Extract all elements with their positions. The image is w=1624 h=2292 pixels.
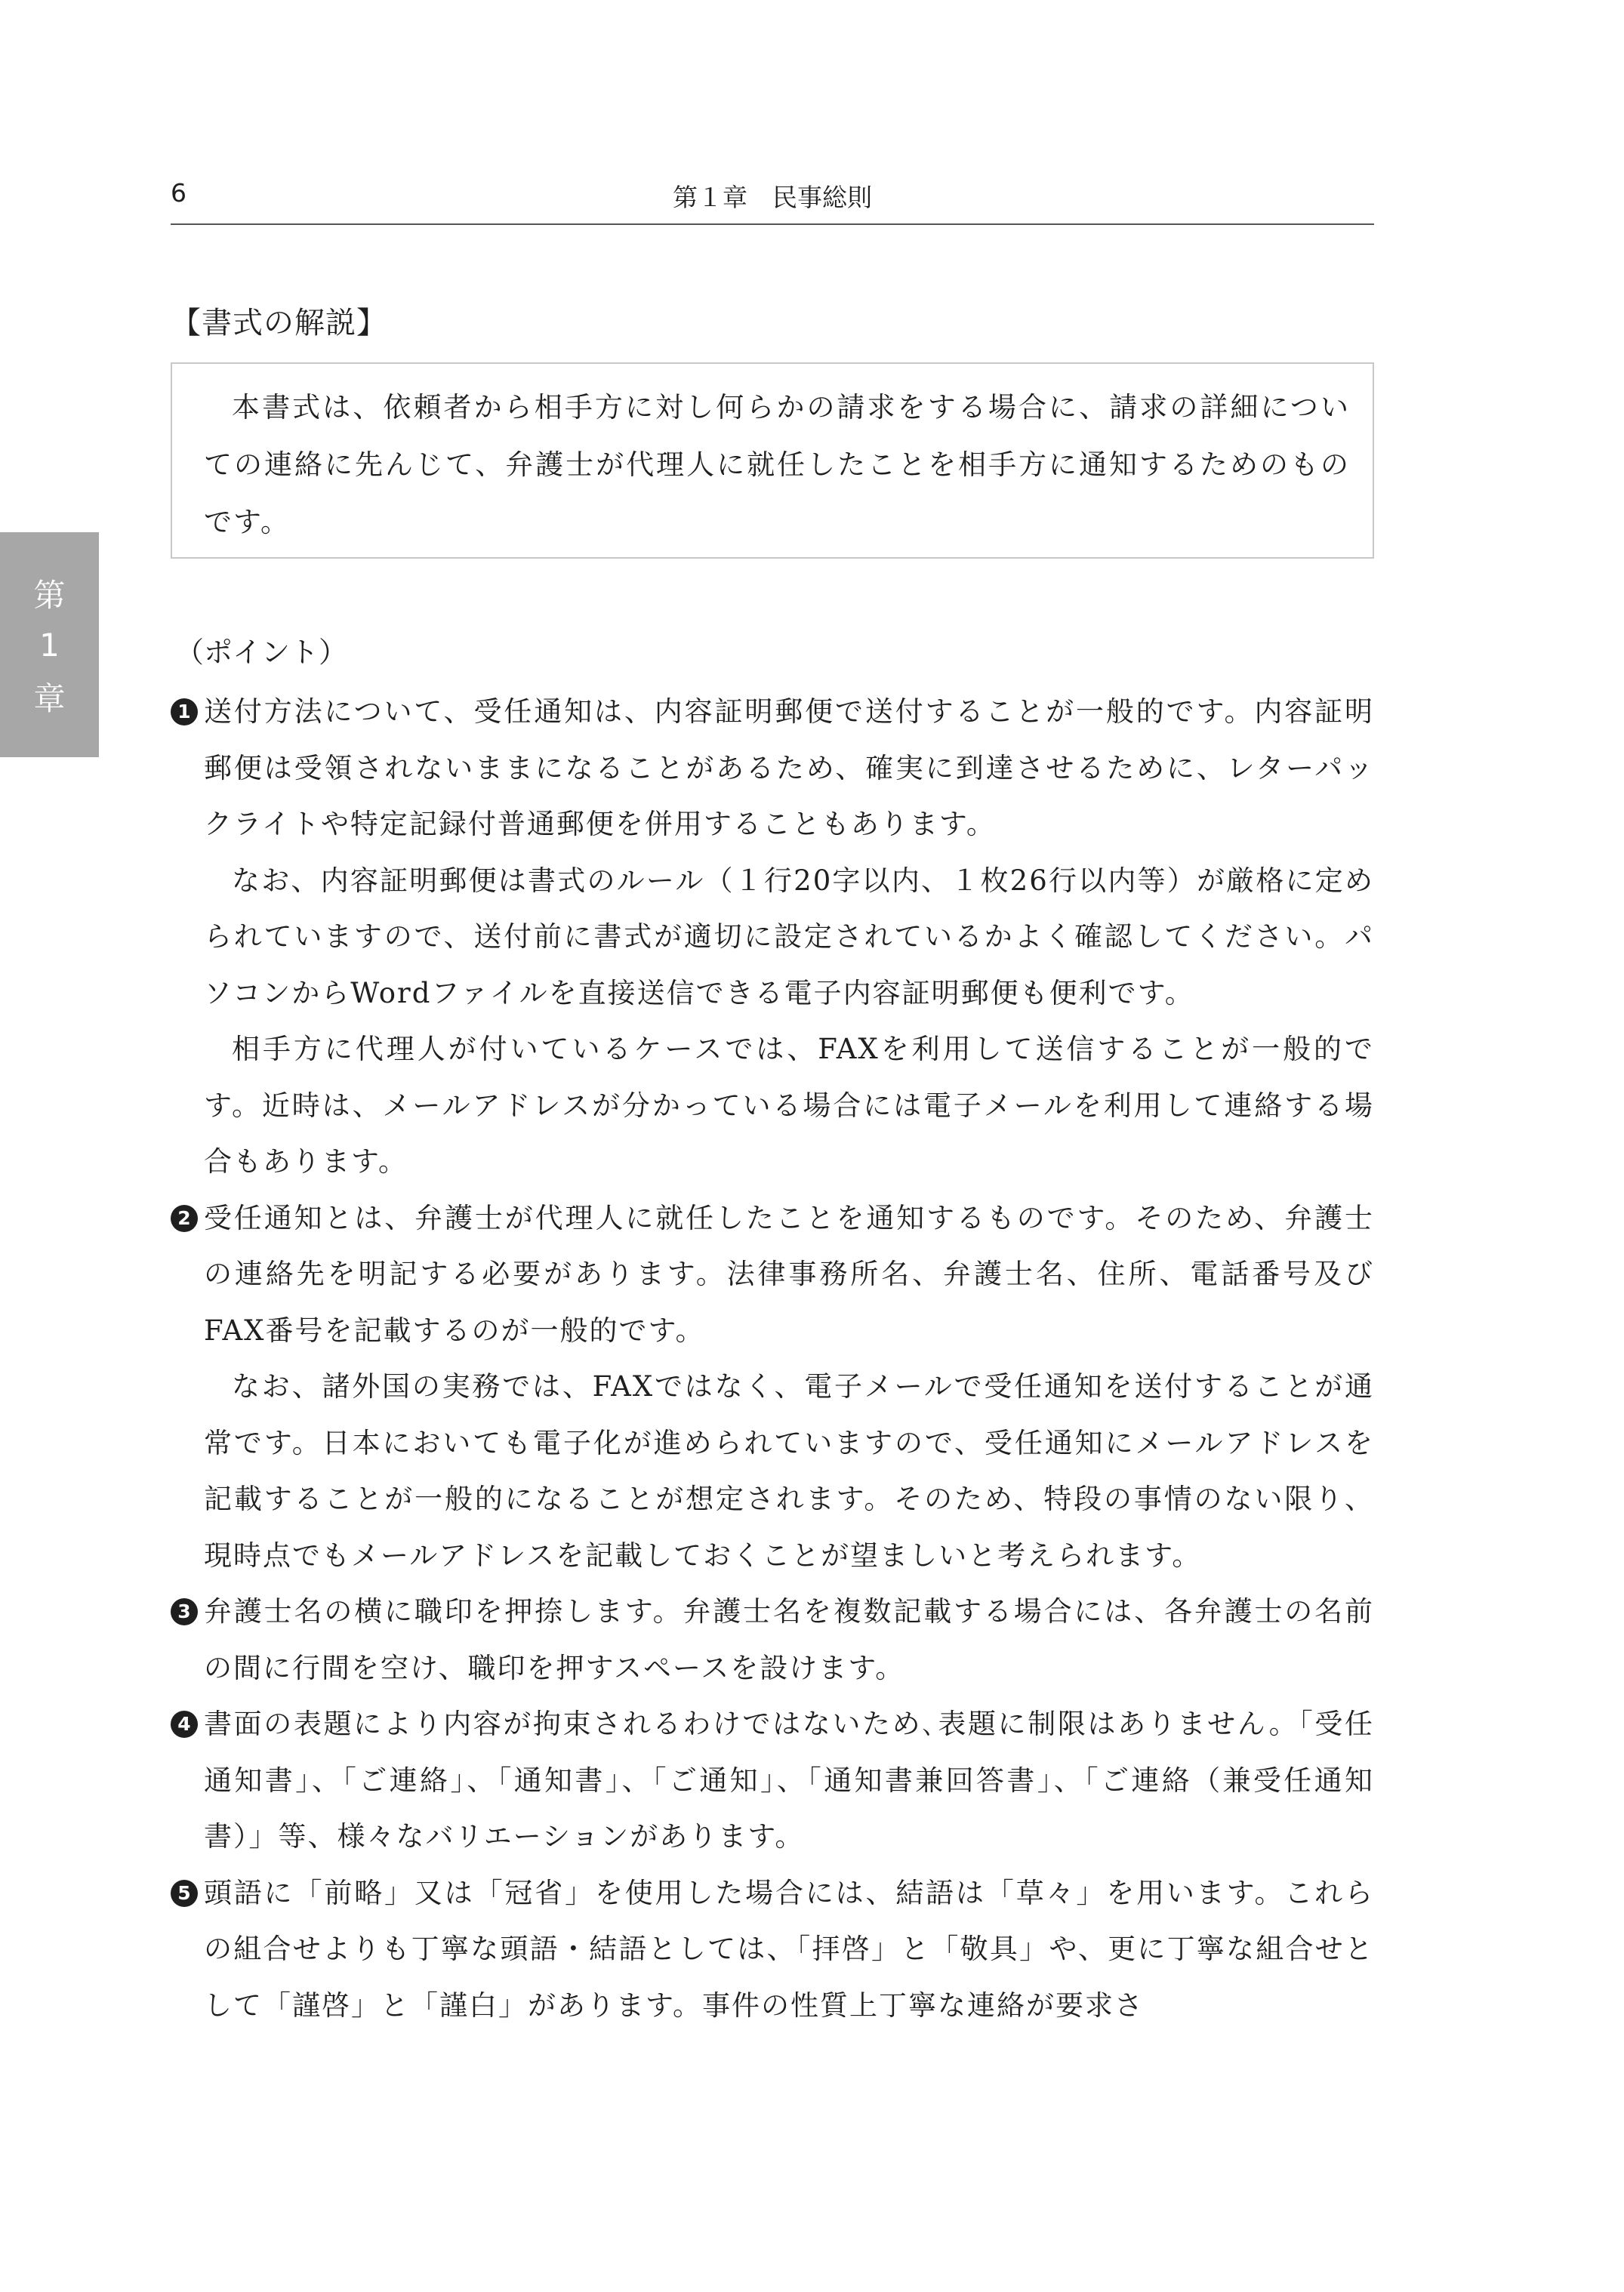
point-paragraph: 送付方法について、受任通知は、内容証明郵便で送付することが一般的です。内容証明郵便は受領されないままになることがあるため、確実に到達させるために、レターパックライトや特定記録付普通郵便を併用することもあります。 <box>204 695 1375 840</box>
points-list <box>171 684 1374 2034</box>
point-paragraph: なお、諸外国の実務では、FAXではなく、電子メールで受任通知を送付することが通常です。日本においても電子化が進められていますので、受任通知にメールアドレスを記載することが一般的になることが想定されます。そのため、特段の事情のない限り、現時点でもメールアドレスを記載しておくことが望ましいと考えられます。 <box>204 1370 1374 1572</box>
point-item <box>171 1865 1374 2035</box>
chapter-side-tab <box>0 532 99 757</box>
point-item <box>171 684 1374 1191</box>
running-header <box>171 175 1374 225</box>
point-paragraph: 相手方に代理人が付いているケースでは、FAXを利用して送信することが一般的です。近時は、メールアドレスが分かっている場合には電子メールを利用して連絡する場合もあります。 <box>204 1033 1374 1178</box>
point-number-badge: 2 <box>171 1205 198 1232</box>
point-number-badge: 1 <box>171 698 198 725</box>
page-number: 6 <box>171 178 186 208</box>
point-paragraph: 弁護士名の横に職印を押捺します。弁護士名を複数記載する場合には、各弁護士の名前の間に行間を空け、職印を押すスペースを設けます。 <box>204 1595 1374 1684</box>
explanation-box <box>171 362 1374 559</box>
side-tab-char: 第 <box>33 576 66 614</box>
point-item <box>171 1584 1374 1696</box>
point-item <box>171 1191 1374 1585</box>
side-tab-char: 1 <box>39 626 60 664</box>
point-paragraph: なお、内容証明郵便は書式のルール（１行20字以内、１枚26行以内等）が厳格に定められていますので、送付前に書式が適切に設定されているかよく確認してください。パソコンからWordファイルを直接送信できる電子内容証明郵便も便利です。 <box>204 864 1374 1009</box>
chapter-title: 第１章 民事総則 <box>673 183 872 212</box>
section-heading: 【書式の解説】 <box>171 306 387 340</box>
side-tab-char: 章 <box>33 679 66 717</box>
explanation-text: 本書式は、依頼者から相手方に対し何らかの請求をする場合に、請求の詳細についての連絡に先んじて、弁護士が代理人に就任したことを相手方に通知するためのものです。 <box>204 391 1350 538</box>
point-paragraph: 頭語に「前略」又は「冠省」を使用した場合には、結語は「草々」を用います。これらの組合せよりも丁寧な頭語・結語としては、「拝啓」と「敬具」や、更に丁寧な組合せとして「謹啓」と「謹白」があります。事件の性質上丁寧な連絡が要求さ <box>204 1876 1374 2022</box>
points-heading: （ポイント） <box>175 636 348 669</box>
point-item <box>171 1696 1374 1865</box>
point-number-badge: 5 <box>171 1880 198 1907</box>
point-paragraph: 書面の表題により内容が拘束されるわけではないため､表題に制限はありません。「受任通知書」、「ご連絡」、「通知書」、「ご通知」、「通知書兼回答書」、「ご連絡（兼受任通知書）」等、様々なバリエーションがあります。 <box>204 1708 1374 1853</box>
point-paragraph: 受任通知とは、弁護士が代理人に就任したことを通知するものです。そのため、弁護士の連絡先を明記する必要があります。法律事務所名、弁護士名、住所、電話番号及びFAX番号を記載するのが一般的です。 <box>204 1201 1374 1347</box>
point-number-badge: 3 <box>171 1598 198 1625</box>
point-number-badge: 4 <box>171 1711 198 1738</box>
